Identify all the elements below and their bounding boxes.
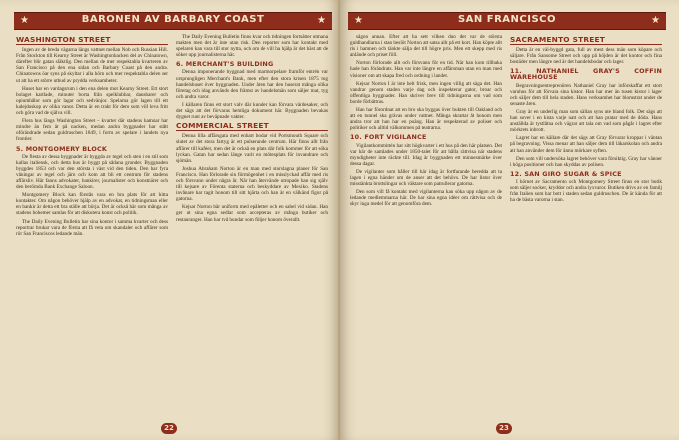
paragraph: Ingen av de breda vägarna längs vattnet mellan Nob och Russian Hill. Från Stockton till Kearny Street är Washingtonbacken del av Chinatown, därefter blir gatan släktlig. Den mellan de mer respektabla kvarteren av San Francisco på den ena sidan och Barbary Coast på den andra. Chinatowns öar syns på skyltar i alla hörn och mer respektabla delen ser ut att ha ett större utbud av prydda verksamheter. — [16, 47, 168, 84]
paragraph: I källaren finns ett stort valv där kunder kan förvara värdesaker, och det sägs att det förvaras hemliga dokument här. Byggnaden bevakas dygnet runt av beväpnade vakter. — [176, 101, 328, 121]
paragraph: Denna imponerande byggnad med marmorpelare framför entrén var ursprungligen Merchant's Bank, men efter den stora krisen 1875 tog handelshuset över byggnaden. Under åren har den huserat många olika företag och idag används den främst av handelsmän som säljer mat, tyg och andra varor. — [176, 69, 328, 100]
paragraph: I hörnet av Sacramento och Montgomery Street finns en stor butik som säljer socker, kryddor och andra lyxvaror. Butiken drivs av en familj från Italien som har bott i staden sedan guldruschen. De är kända för att ha de bästa varorna i stan. — [510, 178, 662, 204]
paragraph: Den som vill få kontakt med vigilanterna kan söka upp någon av de ledande medlemmarna här. De har sina egna idéer om rättvisa och de skyr inga medel för att genomföra dem. — [350, 189, 502, 208]
star-icon: ★ — [20, 15, 29, 26]
section-heading: 11. NATHANIEL GRAY'S COFFIN WAREHOUSE — [510, 67, 662, 82]
paragraph: Kejsar Norton bär uniform med epåletter och en sabel vid sidan. Han ger ut sina egna sedlar som accepteras av många butiker och restauranger. Han har två hundar som följer honom överallt. — [176, 204, 328, 223]
left-column-2 — [176, 34, 328, 418]
paragraph: Den som vill undersöka lagret behöver vara försiktig. Gray har vänner i höga positioner och han skyddas av polisen. — [510, 155, 662, 168]
paragraph: Montgomery Block kan förstås vara en bra plats för att hitta kontakter. Om någon behöver hjälp av en advokat, en tidningsman eller en bankir är detta ett bra ställe att börja. Det är också här som många av stadens bohemer samlas för att diskutera konst och politik. — [16, 192, 168, 217]
right-header-title: SAN FRANCISCO — [457, 14, 557, 25]
paragraph: Denna lilla affärsgata med enbart bodar vid Portsmouth Square och slutet av det stora fartyg är ett pulserande centrum. Här finns allt från affärer till kaféer, men det är också en plats där folk kommer för att söka lyckan. Gatan har sedan länge varit en mötesplats för invandrare och sjömän. — [176, 133, 328, 164]
paragraph: Huset har en vardagsrum i den ena delen mot Kearny Street. Ett stort bolaget kartlade, minuter borta från spelklubbar, dansbarer och opiumhålor som gör lagar och sedvänjor. Spelarna gör lagen till ett kalejdoskop av olika vanor. Detta är en trakt för dem som vill leva fritt och göra vad de själva vill. — [16, 85, 168, 117]
paragraph: Han har förordnat att en bro ska byggas över bukten till Oakland och att en tunnel ska grävas under vattnet. Många skrattar åt honom men andra tror att han har en poäng. Han är respekterad av poliser och politiker och alltid välkommen på teatrarna. — [350, 107, 502, 132]
paragraph: sågon annan. Efter att ha sett vilken duo det var de största guldhandlarna i stan beslöt Norton att satsa allt på ett kort. Han köpte allt ris i hamnen och tänkte sälja det till högre pris. Men ett skepp med ris anlände och priset föll. — [350, 34, 502, 59]
star-icon: ★ — [651, 15, 660, 26]
left-header-title: BARONEN AV BARBARY COAST — [81, 14, 265, 25]
section-heading: 6. MERCHANT'S BUILDING — [176, 60, 274, 69]
left-page-header — [14, 12, 332, 30]
paragraph: The Daily Evening Bulletin har sina kontor i samma kvarter och dess reportrar brukar vara de första att få veta om skandaler och affärer som rör San Franciscos ledande män. — [16, 218, 168, 237]
star-icon: ★ — [317, 15, 326, 26]
page-number: 22 — [161, 423, 177, 434]
paragraph: Norton förlorade allt och försvann för en tid. När han kom tillbaka hade han förändrats. Han var inte längre en affärsman utan en man med visioner om att skapa fred och ordning i landet. — [350, 60, 502, 79]
paragraph: De flesta av dessa byggnader är byggda av tegel och sten i en stil som kallas italiensk, och detta hus är byggt på sådana grunder. Byggnaden byggdes 1853 och var den största i väst vid den tiden. Den har fyra våningar av tegel och järn och kom att bli ett centrum för stadens affärsliv. Här fanns advokater, bankirer, journalister och konstnärer och den berömda Bank Exchange Saloon. — [16, 153, 168, 191]
paragraph: De vigilanter som håller till här idag är fortfarande beredda att ta lagen i egna händer om de anser att det behövs. De har listor över misstänkta brottslingar och väktare som patrullerar gatorna. — [350, 168, 502, 188]
right-column-2 — [510, 34, 662, 418]
paragraph: The Daily Evening Bulletin finns kvar och tidningen fortsätter utmana makten men det är inte utan risk. Den reporter som har kontakt med spelaren kan vara till stor nytta, och om de vill ha hjälp är det bäst att de söker upp journalisterna här. — [176, 34, 328, 59]
section-heading: COMMERCIAL STREET — [176, 123, 328, 131]
paragraph: Vigilantkommittén har sitt högkvarter i ett hus på den här platsen. Det var här de samlades under 1850-talet för att hålla rättvisa när stadens myndigheter inte räckte till. Idag är byggnaden ett minnesmärke över dessa dagar. — [350, 142, 502, 167]
paragraph: Flera hus längs Washington Street – kvarter där stadens hamnar har mindre än fem år på nacken, medan andra byggnader har stått oförändrade sedan guldruschen 1849, i form av spelare i landets nya frontier. — [16, 118, 168, 143]
paragraph: Begravningsentreprenören Nathaniel Gray har införskaffat ett stort varuhus för att förvara sina kistor. Han har mer än tusen kistor i lager och säljer dem till hela staden. Hans verksamhet har blomstrat under de senaste åren. — [510, 82, 662, 107]
section-heading: 10. FORT VIGILANCE — [350, 133, 427, 142]
paragraph: Detta är en väl-byggd gata, full av mest dess män som köpare och säljare. Från Sansome Street och upp på höjden är det kontor och fina bostäder men längre ned är det handelsbodar och lager. — [510, 47, 662, 66]
star-icon: ★ — [354, 15, 363, 26]
section-heading: WASHINGTON STREET — [16, 37, 168, 45]
paragraph: Gray är en underlig man som sällan syns ute bland folk. Det sägs att han sover i en kista varje natt och att han pratar med de döda. Hans anställda är tystlåtna och vägrar att tala om vad som pågår i lagret efter mörkrets inbrott. — [510, 108, 662, 134]
section-heading: 12. SAN GIRO SUGAR & SPICE — [510, 169, 622, 178]
page-number: 23 — [496, 423, 512, 434]
paragraph: Joshua Abraham Norton är en man med storslagna planer för San Francisco. Han förlorade sin förmögenhet i en misslyckad affär med ris och försvann under några år. När han återvände utropade han sig själv till kejsare av Förenta staterna och beskyddare av Mexiko. Stadens invånare har tagit honom till sitt hjärta och han är en välkänd figur på gatorna. — [176, 165, 328, 203]
right-page-header — [348, 12, 666, 30]
left-column-1 — [16, 34, 168, 418]
right-page — [340, 0, 679, 440]
section-heading: SACRAMENTO STREET — [510, 37, 662, 45]
paragraph: Lagret har en källare där det sägs att Gray förvarar kroppar i väntan på begravning. Vissa menar att han säljer dem till läkarskolan och andra att han använder dem för ännu mörkare syften. — [510, 135, 662, 154]
section-heading: 5. MONTGOMERY BLOCK — [16, 144, 108, 153]
paragraph: Kejsar Norton I är inte helt frisk, men ingen villig att säga det. Han vandrar genom staden varje dag och inspekterar gator, broar och offentliga byggnader. Han skriver brev till tidningarna om vad som borde förbättras. — [350, 80, 502, 105]
left-page — [0, 0, 339, 440]
right-column-1 — [350, 34, 502, 418]
